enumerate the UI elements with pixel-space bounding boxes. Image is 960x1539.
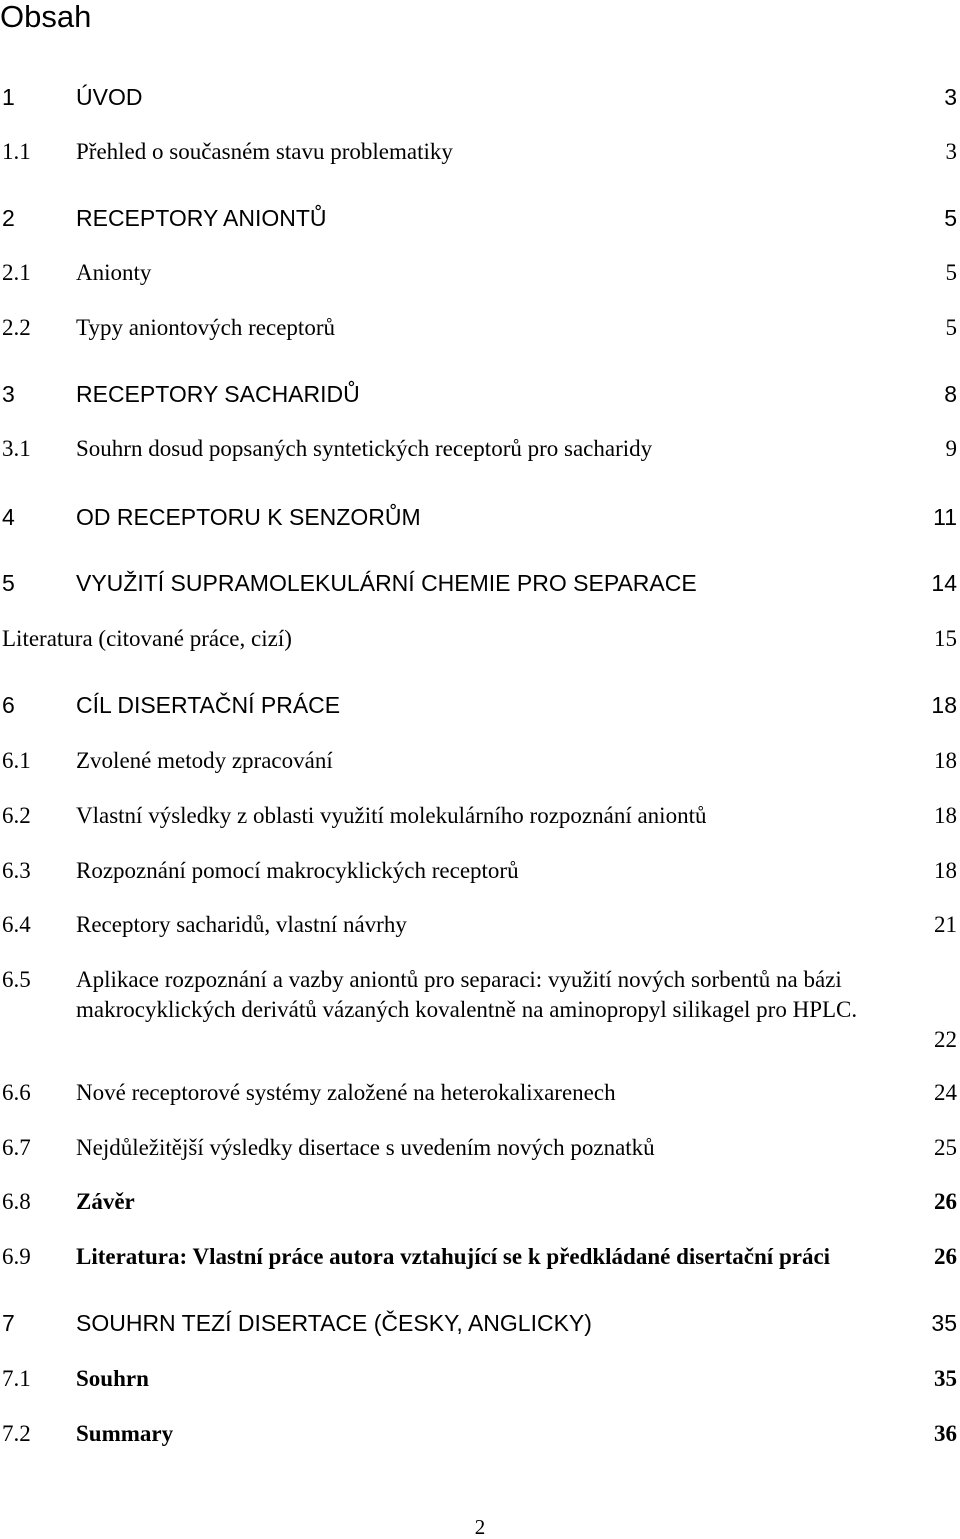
toc-title: OD RECEPTORU K SENZORŮM — [76, 504, 421, 530]
toc-number: 2.2 — [2, 315, 31, 340]
page-number: 2 — [474, 1515, 486, 1539]
toc-number: 2 — [2, 205, 15, 231]
toc-page: 35 — [934, 1366, 957, 1391]
toc-number: 7.2 — [2, 1421, 31, 1446]
toc-page: 8 — [944, 381, 957, 407]
toc-page: 5 — [944, 205, 957, 231]
toc-page: 11 — [933, 504, 957, 530]
toc-number: 6.1 — [2, 748, 31, 773]
toc-page: 18 — [934, 858, 957, 883]
toc-title: Typy aniontových receptorů — [76, 315, 335, 340]
toc-title: Zvolené metody zpracování — [76, 748, 333, 773]
toc-page: 15 — [934, 626, 957, 651]
toc-number: 5 — [2, 570, 15, 596]
toc-title: Nejdůležitější výsledky disertace s uvedením nových poznatků — [76, 1135, 655, 1160]
toc-page: 24 — [934, 1080, 957, 1105]
toc-number: 3 — [2, 381, 15, 407]
toc-page: 5 — [945, 315, 957, 340]
toc-number: 6.3 — [2, 858, 31, 883]
toc-page: 26 — [934, 1189, 957, 1214]
toc-title: Literatura (citované práce, cizí) — [2, 626, 292, 651]
toc-number: 6.9 — [2, 1244, 31, 1269]
toc-page: 25 — [934, 1135, 957, 1160]
toc-title: CÍL DISERTAČNÍ PRÁCE — [76, 692, 341, 718]
toc-number: 3.1 — [2, 436, 31, 461]
toc-title: Nové receptorové systémy založené na heterokalixarenech — [76, 1080, 616, 1105]
toc-title: Literatura: Vlastní práce autora vztahující se k předkládané disertační práci — [76, 1244, 831, 1269]
toc-number: 6.5 — [2, 967, 31, 992]
toc-title: Receptory sacharidů, vlastní návrhy — [76, 912, 407, 937]
toc-title: Vlastní výsledky z oblasti využití molekulárního rozpoznání aniontů — [76, 803, 707, 828]
toc-page: 18 — [934, 803, 957, 828]
toc-number: 1.1 — [2, 139, 31, 164]
toc-title: Přehled o současném stavu problematiky — [76, 139, 453, 164]
toc-title: Závěr — [76, 1189, 135, 1214]
toc-title: RECEPTORY ANIONTŮ — [76, 205, 327, 231]
toc-page: 3 — [945, 139, 957, 164]
toc-number: 6 — [2, 692, 15, 718]
toc-page: 35 — [931, 1310, 957, 1336]
toc-page: 36 — [934, 1421, 957, 1446]
toc-title: VYUŽITÍ SUPRAMOLEKULÁRNÍ CHEMIE PRO SEPARACE — [76, 570, 697, 596]
toc-number: 7 — [2, 1310, 15, 1336]
toc-title: ÚVOD — [76, 84, 143, 110]
toc-title: Souhrn — [76, 1366, 149, 1391]
toc-page: 18 — [934, 748, 957, 773]
toc-title: Aplikace rozpoznání a vazby aniontů pro separaci: využití nových sorbentů na bázi makrocyklických derivátů vázaných kovalentně na aminopropyl silikagel pro HPLC. — [76, 967, 858, 1022]
toc-number: 6.7 — [2, 1135, 31, 1160]
toc-title: RECEPTORY SACHARIDŮ — [76, 381, 360, 407]
toc-page: 21 — [934, 912, 957, 937]
toc-page: 3 — [944, 84, 957, 110]
toc-title: Rozpoznání pomocí makrocyklických receptorů — [76, 858, 519, 883]
toc-page: 22 — [934, 1027, 957, 1052]
toc-number: 2.1 — [2, 260, 31, 285]
toc-number: 6.6 — [2, 1080, 31, 1105]
toc-title: Souhrn dosud popsaných syntetických receptorů pro sacharidy — [76, 436, 653, 461]
toc-number: 4 — [2, 504, 15, 530]
toc-number: 6.8 — [2, 1189, 31, 1214]
toc-number: 6.2 — [2, 803, 31, 828]
page-title: Obsah — [0, 0, 92, 34]
toc-page: 5 — [945, 260, 957, 285]
toc-number: 1 — [2, 84, 15, 110]
toc-page: 14 — [931, 570, 957, 596]
toc-title: Anionty — [76, 260, 152, 285]
toc-title: Summary — [76, 1421, 174, 1446]
toc-number: 7.1 — [2, 1366, 31, 1391]
toc-title: SOUHRN TEZÍ DISERTACE (ČESKY, ANGLICKY) — [76, 1310, 592, 1336]
toc-number: 6.4 — [2, 912, 31, 937]
toc-page: 26 — [934, 1244, 957, 1269]
toc-page: 18 — [931, 692, 957, 718]
toc-page: 9 — [945, 436, 957, 461]
